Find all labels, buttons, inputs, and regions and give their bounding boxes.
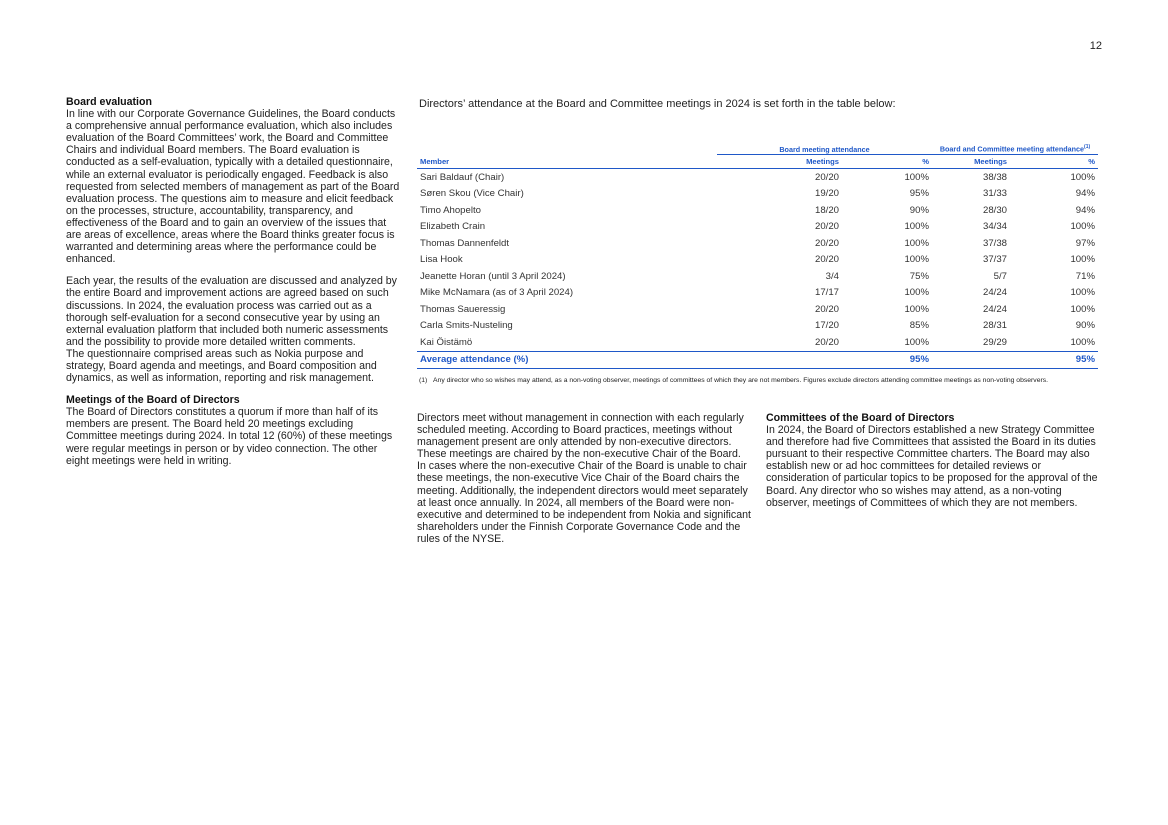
table-row bbox=[417, 252, 1098, 269]
table-row bbox=[417, 186, 1098, 203]
board-percent: 75% bbox=[909, 270, 929, 282]
attendance-table bbox=[417, 132, 1098, 369]
meetings-paragraph: The Board of Directors constitutes a quorum if more than half of its members are present. The Board held 20 meetings excluding Committee meetings during 2024. In total 12 (60%) of these meetings were regular meetings in person or by video connection. The other eight meetings were held in writing. bbox=[66, 406, 393, 467]
all-percent: 97% bbox=[1075, 237, 1095, 249]
board-meetings: 20/20 bbox=[814, 303, 839, 315]
board-meetings: 20/20 bbox=[814, 221, 839, 233]
board-meetings: 19/20 bbox=[814, 188, 839, 200]
member-name: Elizabeth Crain bbox=[420, 221, 486, 233]
board-meetings: 18/20 bbox=[814, 204, 839, 216]
all-percent: 100% bbox=[1070, 254, 1095, 266]
member-name: Sari Baldauf (Chair) bbox=[420, 171, 505, 183]
committees-heading: Committees of the Board of Directors bbox=[766, 412, 955, 424]
middle-column bbox=[417, 412, 751, 545]
board-percent: 100% bbox=[904, 171, 929, 183]
directors-meet-paragraph: Directors meet without management in connection with each regularly scheduled meeting. According to Board practices, meetings without management present are only attended by non-executive directors. These meetings are chaired by the non-executive Chair of the Board. In cases where the non-executive Chair of the Board is unable to chair these meetings, the non-executive Vice Chair of the Board chairs the meeting. Additionally, the independent directors would meet separately at least once annually. In 2024, all members of the Board were non-executive and determined to be independent from Nokia and significant shareholders under the Finnish Corporate Governance Code and the rules of the NYSE. bbox=[417, 412, 751, 545]
board-percent: 100% bbox=[904, 254, 929, 266]
committees-paragraph: In 2024, the Board of Directors established a new Strategy Committee and therefore had five Committees that assisted the Board in its duties pursuant to their respective Committee charters. The Board may also establish new or ad hoc committees for detailed reviews or consideration of particular topics to be proposed for the approval of the Board. Any director who so wishes may attend, as a non-voting observer, meetings of Committees of which they are not members. bbox=[766, 424, 1098, 509]
board-meetings: 17/17 bbox=[814, 287, 839, 299]
all-meetings: 38/38 bbox=[982, 171, 1007, 183]
average-all-percent: 95% bbox=[1025, 351, 1098, 369]
all-meetings: 31/33 bbox=[982, 188, 1007, 200]
group-header-committee: Board and Committee meeting attendance$^{(1)}$ bbox=[932, 132, 1098, 155]
all-meetings: 28/31 bbox=[982, 320, 1007, 332]
board-meetings: 17/20 bbox=[814, 320, 839, 332]
table-row bbox=[417, 301, 1098, 318]
board-evaluation-paragraph-3: The questionnaire comprised areas such as Nokia purpose and strategy, Board agenda and meetings, and Board composition and dynamics, as well as information, reporting and risk management. bbox=[66, 347, 377, 385]
table-row bbox=[417, 268, 1098, 285]
all-percent: 100% bbox=[1070, 336, 1095, 348]
column-header-board-percent: % bbox=[857, 155, 932, 169]
footnote-text: Any director who so wishes may attend, as a non-voting observer, meetings of committees of which they are not members. Figures exclude directors attending committee meetings as non-voting observers. bbox=[433, 377, 1049, 384]
board-percent: 85% bbox=[909, 320, 929, 332]
right-column bbox=[766, 412, 1102, 509]
all-percent: 94% bbox=[1075, 204, 1095, 216]
board-percent: 95% bbox=[909, 188, 929, 200]
board-meetings: 20/20 bbox=[814, 336, 839, 348]
left-column bbox=[66, 96, 402, 467]
average-blank-2 bbox=[932, 351, 1025, 369]
average-blank-1 bbox=[717, 351, 857, 369]
board-percent: 100% bbox=[904, 303, 929, 315]
all-meetings: 24/24 bbox=[982, 287, 1007, 299]
board-meetings: 20/20 bbox=[814, 254, 839, 266]
column-header-all-meetings: Meetings bbox=[932, 155, 1025, 169]
attendance-table-container bbox=[417, 132, 1098, 369]
group-header-board: Board meeting attendance bbox=[717, 132, 932, 155]
all-meetings: 37/37 bbox=[982, 254, 1007, 266]
member-name: Thomas Saueressig bbox=[420, 303, 506, 315]
all-meetings: 24/24 bbox=[982, 303, 1007, 315]
board-meetings: 3/4 bbox=[825, 270, 839, 282]
group-header-blank bbox=[417, 132, 717, 155]
average-label: Average attendance (%) bbox=[417, 351, 717, 369]
board-evaluation-paragraph-2: Each year, the results of the evaluation are discussed and analyzed by the entire Board and improvement actions are agreed based on such discussions. In 2024, the evaluation process was carried out as a thorough self-evaluation for a second consecutive year by using an external evaluation platform that included both numeric assessments and the possibility to provide more detailed written comments. bbox=[66, 275, 397, 348]
all-percent: 100% bbox=[1070, 221, 1095, 233]
all-percent: 90% bbox=[1075, 320, 1095, 332]
table-row bbox=[417, 219, 1098, 236]
table-row bbox=[417, 318, 1098, 335]
all-meetings: 28/30 bbox=[982, 204, 1007, 216]
board-percent: 90% bbox=[909, 204, 929, 216]
all-meetings: 34/34 bbox=[982, 221, 1007, 233]
meetings-heading: Meetings of the Board of Directors bbox=[66, 394, 240, 407]
all-meetings: 5/7 bbox=[993, 270, 1007, 282]
table-group-header-row bbox=[417, 132, 1098, 155]
table-footnote bbox=[419, 377, 1099, 386]
column-header-all-percent: % bbox=[1025, 155, 1098, 169]
board-percent: 100% bbox=[904, 336, 929, 348]
all-meetings: 29/29 bbox=[982, 336, 1007, 348]
table-row bbox=[417, 285, 1098, 302]
table-row bbox=[417, 169, 1098, 186]
board-percent: 100% bbox=[904, 287, 929, 299]
table-row bbox=[417, 235, 1098, 252]
attendance-table-body bbox=[417, 169, 1098, 352]
member-name: Carla Smits-Nusteling bbox=[420, 320, 513, 332]
column-header-board-meetings: Meetings bbox=[717, 155, 857, 169]
average-board-percent: 95% bbox=[857, 351, 932, 369]
board-evaluation-heading: Board evaluation bbox=[66, 96, 152, 108]
member-name: Thomas Dannenfeldt bbox=[420, 237, 510, 249]
footnote-ref: (1) bbox=[1084, 144, 1091, 151]
all-percent: 100% bbox=[1070, 303, 1095, 315]
board-percent: 100% bbox=[904, 237, 929, 249]
member-name: Timo Ahopelto bbox=[420, 204, 481, 216]
all-meetings: 37/38 bbox=[982, 237, 1007, 249]
table-header-row bbox=[417, 155, 1098, 169]
table-row bbox=[417, 334, 1098, 351]
board-meetings: 20/20 bbox=[814, 237, 839, 249]
board-percent: 100% bbox=[904, 221, 929, 233]
all-percent: 100% bbox=[1070, 171, 1095, 183]
board-evaluation-paragraph-1: In line with our Corporate Governance Guidelines, the Board conducts a comprehensive annual performance evaluation, which also includes evaluation of the Board Committees’ work, the Board and Committee Chairs and individual Board members. The Board evaluation is conducted as a self-evaluation, typically with a detailed questionnaire, while an external evaluator is periodically engaged. Feedback is also requested from selected members of management as part of the Board evaluation process. The questions aim to measure and elicit feedback on the processes, structure, accountability, transparency, and effectiveness of the Board and to gain an overview of the issues that are areas of excellence, areas where the Board thinks greater focus is warranted and determining areas where the performance could be enhanced. bbox=[66, 108, 400, 266]
all-percent: 71% bbox=[1075, 270, 1095, 282]
column-header-member: Member bbox=[417, 155, 717, 169]
member-name: Mike McNamara (as of 3 April 2024) bbox=[420, 287, 574, 299]
board-meetings: 20/20 bbox=[814, 171, 839, 183]
member-name: Søren Skou (Vice Chair) bbox=[420, 188, 524, 200]
page-number: 12 bbox=[1089, 40, 1102, 52]
attendance-intro: Directors’ attendance at the Board and Committee meetings in 2024 is set forth in the table below: bbox=[419, 98, 896, 110]
member-name: Lisa Hook bbox=[420, 254, 463, 266]
average-attendance-row bbox=[417, 351, 1098, 369]
member-name: Kai Öistämö bbox=[420, 336, 473, 348]
all-percent: 94% bbox=[1075, 188, 1095, 200]
table-row bbox=[417, 202, 1098, 219]
footnote-mark: (1) bbox=[419, 377, 428, 384]
all-percent: 100% bbox=[1070, 287, 1095, 299]
member-name: Jeanette Horan (until 3 April 2024) bbox=[420, 270, 566, 282]
